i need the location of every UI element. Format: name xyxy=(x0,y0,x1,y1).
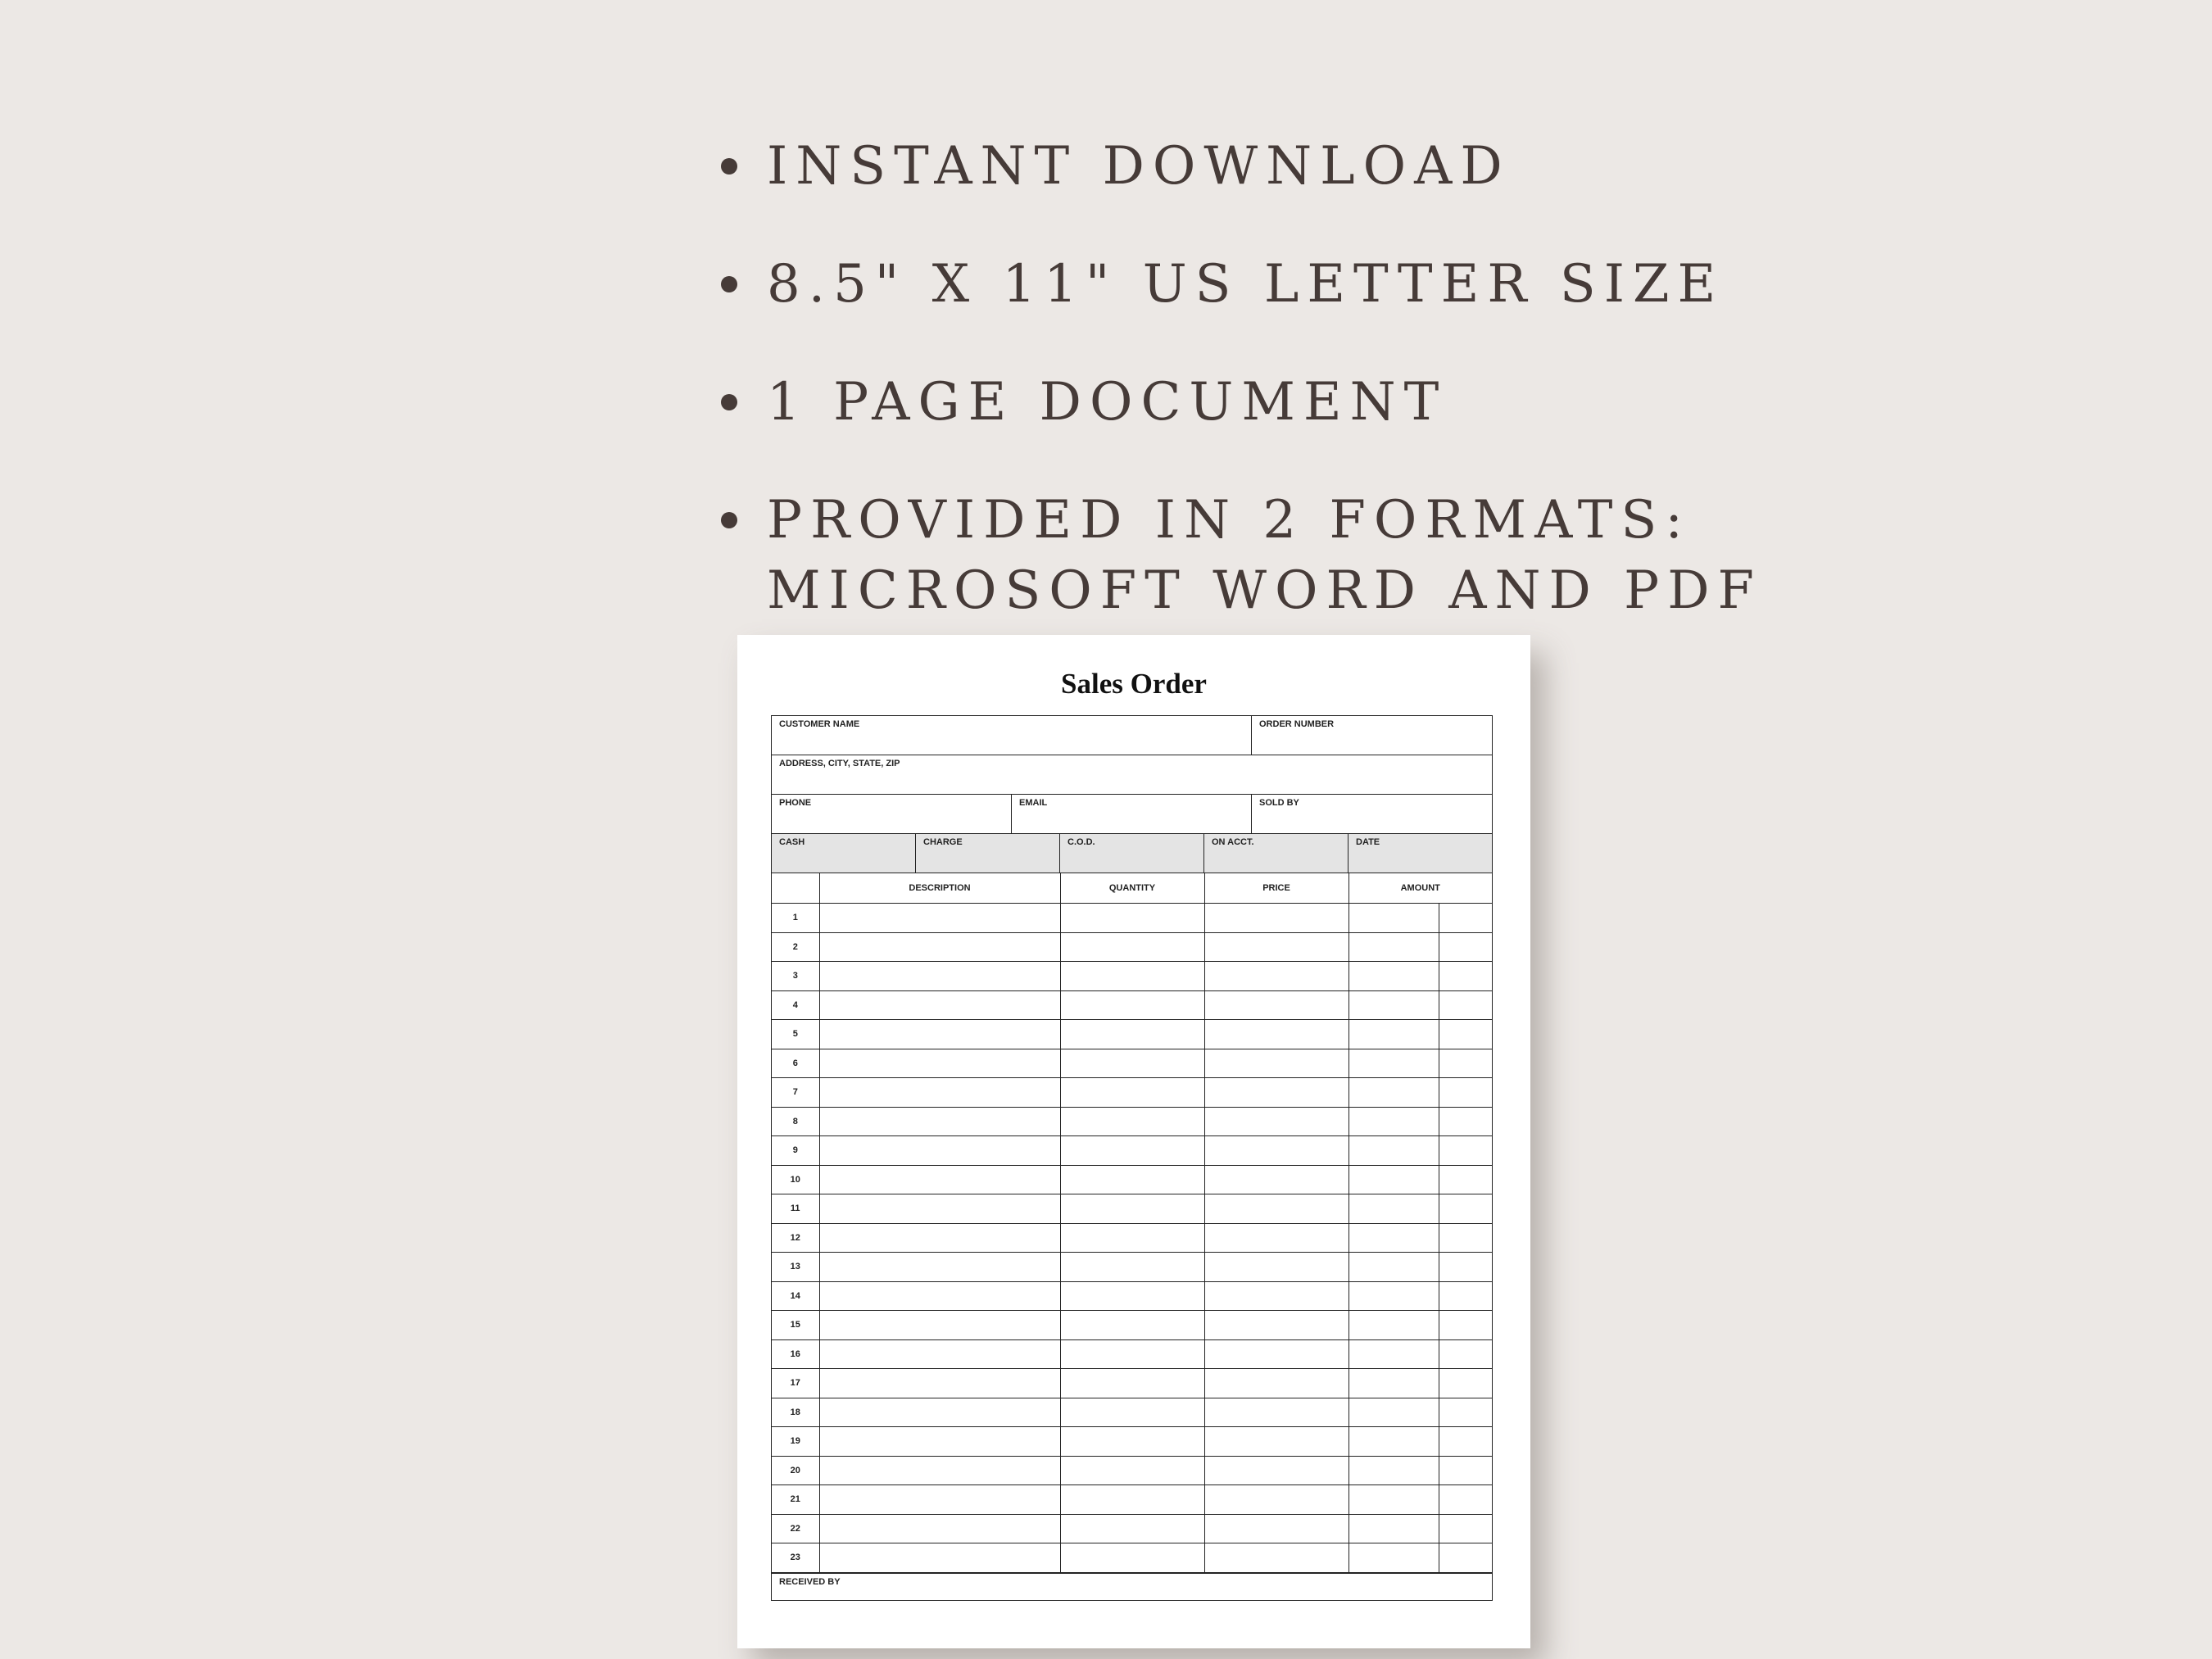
charge-field: CHARGE xyxy=(916,834,1060,873)
quantity-cell xyxy=(1060,1049,1204,1078)
description-cell xyxy=(819,1456,1060,1485)
amount-dollars-cell xyxy=(1349,1514,1439,1543)
form-row xyxy=(772,795,1492,834)
form-row xyxy=(772,716,1492,755)
table-row xyxy=(772,1020,1492,1049)
table-row xyxy=(772,1485,1492,1515)
table-row xyxy=(772,1107,1492,1136)
table-row xyxy=(772,904,1492,933)
price-cell xyxy=(1204,1194,1349,1224)
amount-dollars-cell xyxy=(1349,962,1439,991)
price-cell xyxy=(1204,1485,1349,1515)
table-row xyxy=(772,1281,1492,1311)
description-cell xyxy=(819,1194,1060,1224)
table-row xyxy=(772,1194,1492,1224)
price-cell xyxy=(1204,1253,1349,1282)
amount-dollars-cell xyxy=(1349,1398,1439,1427)
feature-text: INSTANT DOWNLOAD xyxy=(767,136,1511,197)
description-cell xyxy=(819,1485,1060,1515)
price-cell xyxy=(1204,1107,1349,1136)
quantity-cell xyxy=(1060,962,1204,991)
table-row xyxy=(772,1369,1492,1398)
customer-name-field: CUSTOMER NAME xyxy=(772,716,1252,755)
row-number: 7 xyxy=(772,1078,819,1108)
price-cell xyxy=(1204,1543,1349,1573)
amount-cents-cell xyxy=(1439,1281,1492,1311)
quantity-cell xyxy=(1060,1311,1204,1340)
bullet-icon xyxy=(721,158,737,175)
row-number: 1 xyxy=(772,904,819,933)
row-number: 3 xyxy=(772,962,819,991)
feature-list xyxy=(721,131,2114,673)
document-title: Sales Order xyxy=(1061,668,1207,700)
table-row xyxy=(772,990,1492,1020)
amount-cents-cell xyxy=(1439,1136,1492,1166)
row-number: 16 xyxy=(772,1339,819,1369)
feature-item xyxy=(721,249,2114,320)
email-field: EMAIL xyxy=(1012,795,1252,833)
items-header-row xyxy=(772,873,1492,904)
row-number: 13 xyxy=(772,1253,819,1282)
row-number: 5 xyxy=(772,1020,819,1049)
amount-dollars-cell xyxy=(1349,1281,1439,1311)
description-cell xyxy=(819,1136,1060,1166)
quantity-cell xyxy=(1060,1253,1204,1282)
price-cell xyxy=(1204,1165,1349,1194)
quantity-cell xyxy=(1060,1427,1204,1457)
price-cell xyxy=(1204,1456,1349,1485)
phone-field: PHONE xyxy=(772,795,1012,833)
amount-dollars-cell xyxy=(1349,932,1439,962)
amount-cents-cell xyxy=(1439,990,1492,1020)
document-preview xyxy=(737,635,1530,1648)
sold-by-field: SOLD BY xyxy=(1259,798,1299,808)
amount-dollars-cell xyxy=(1349,904,1439,933)
price-cell xyxy=(1204,990,1349,1020)
quantity-cell xyxy=(1060,904,1204,933)
description-cell xyxy=(819,1543,1060,1573)
quantity-cell xyxy=(1060,1369,1204,1398)
description-cell xyxy=(819,1253,1060,1282)
cod-field: C.O.D. xyxy=(1060,834,1204,873)
row-number: 23 xyxy=(772,1543,819,1573)
amount-dollars-cell xyxy=(1349,1020,1439,1049)
quantity-cell xyxy=(1060,1456,1204,1485)
quantity-cell xyxy=(1060,990,1204,1020)
amount-cents-cell xyxy=(1439,962,1492,991)
price-cell xyxy=(1204,1369,1349,1398)
amount-cents-cell xyxy=(1439,1078,1492,1108)
date-field: DATE xyxy=(1356,837,1380,847)
table-row xyxy=(772,1049,1492,1078)
price-cell xyxy=(1204,1136,1349,1166)
table-row xyxy=(772,1427,1492,1457)
price-cell xyxy=(1204,1281,1349,1311)
row-number-header xyxy=(772,873,819,904)
amount-cents-cell xyxy=(1439,1369,1492,1398)
quantity-cell xyxy=(1060,1485,1204,1515)
table-row xyxy=(772,1223,1492,1253)
quantity-cell xyxy=(1060,1543,1204,1573)
price-cell xyxy=(1204,1427,1349,1457)
amount-dollars-cell xyxy=(1349,1223,1439,1253)
items-body xyxy=(772,904,1492,1573)
quantity-cell xyxy=(1060,1020,1204,1049)
description-cell xyxy=(819,1369,1060,1398)
amount-cents-cell xyxy=(1439,1165,1492,1194)
payment-row xyxy=(772,834,1492,873)
row-number: 15 xyxy=(772,1311,819,1340)
amount-cents-cell xyxy=(1439,1514,1492,1543)
amount-dollars-cell xyxy=(1349,1311,1439,1340)
quantity-cell xyxy=(1060,1194,1204,1224)
table-row xyxy=(772,1136,1492,1166)
row-number: 22 xyxy=(772,1514,819,1543)
price-cell xyxy=(1204,1223,1349,1253)
cash-field: CASH xyxy=(772,834,916,873)
amount-dollars-cell xyxy=(1349,990,1439,1020)
price-cell xyxy=(1204,1339,1349,1369)
price-cell xyxy=(1204,1020,1349,1049)
price-cell xyxy=(1204,962,1349,991)
description-cell xyxy=(819,1078,1060,1108)
description-cell xyxy=(819,1049,1060,1078)
table-row xyxy=(772,1253,1492,1282)
amount-cents-cell xyxy=(1439,1049,1492,1078)
table-row xyxy=(772,1456,1492,1485)
row-number: 8 xyxy=(772,1107,819,1136)
row-number: 21 xyxy=(772,1485,819,1515)
quantity-cell xyxy=(1060,1165,1204,1194)
amount-cents-cell xyxy=(1439,1427,1492,1457)
amount-cents-cell xyxy=(1439,1339,1492,1369)
price-header: PRICE xyxy=(1204,873,1349,904)
amount-cents-cell xyxy=(1439,1543,1492,1573)
table-row xyxy=(772,1543,1492,1573)
row-number: 20 xyxy=(772,1456,819,1485)
quantity-cell xyxy=(1060,1339,1204,1369)
description-cell xyxy=(819,1339,1060,1369)
table-row xyxy=(772,932,1492,962)
price-cell xyxy=(1204,1049,1349,1078)
description-cell xyxy=(819,1398,1060,1427)
amount-dollars-cell xyxy=(1349,1427,1439,1457)
amount-cents-cell xyxy=(1439,1311,1492,1340)
description-cell xyxy=(819,1311,1060,1340)
quantity-header: QUANTITY xyxy=(1060,873,1204,904)
price-cell xyxy=(1204,1078,1349,1108)
description-cell xyxy=(819,1165,1060,1194)
feature-text: 8.5" X 11" US LETTER SIZE xyxy=(767,254,1725,315)
address-field: ADDRESS, CITY, STATE, ZIP xyxy=(779,759,900,768)
amount-dollars-cell xyxy=(1349,1194,1439,1224)
table-row xyxy=(772,1311,1492,1340)
amount-dollars-cell xyxy=(1349,1136,1439,1166)
description-cell xyxy=(819,1107,1060,1136)
quantity-cell xyxy=(1060,932,1204,962)
row-number: 12 xyxy=(772,1223,819,1253)
row-number: 17 xyxy=(772,1369,819,1398)
amount-dollars-cell xyxy=(1349,1165,1439,1194)
table-row xyxy=(772,1078,1492,1108)
sales-order-form xyxy=(771,715,1493,1601)
price-cell xyxy=(1204,932,1349,962)
row-number: 14 xyxy=(772,1281,819,1311)
amount-dollars-cell xyxy=(1349,1369,1439,1398)
amount-cents-cell xyxy=(1439,932,1492,962)
feature-item xyxy=(721,485,2114,626)
amount-cents-cell xyxy=(1439,1485,1492,1515)
description-cell xyxy=(819,1223,1060,1253)
row-number: 2 xyxy=(772,932,819,962)
quantity-cell xyxy=(1060,1078,1204,1108)
bullet-icon xyxy=(721,394,737,410)
quantity-cell xyxy=(1060,1398,1204,1427)
row-number: 19 xyxy=(772,1427,819,1457)
amount-cents-cell xyxy=(1439,904,1492,933)
amount-cents-cell xyxy=(1439,1194,1492,1224)
table-row xyxy=(772,962,1492,991)
description-cell xyxy=(819,1281,1060,1311)
quantity-cell xyxy=(1060,1514,1204,1543)
amount-cents-cell xyxy=(1439,1020,1492,1049)
description-cell xyxy=(819,932,1060,962)
feature-text: PROVIDED IN 2 FORMATS: MICROSOFT WORD AND PDF xyxy=(767,490,1762,621)
amount-dollars-cell xyxy=(1349,1485,1439,1515)
amount-dollars-cell xyxy=(1349,1543,1439,1573)
description-cell xyxy=(819,990,1060,1020)
price-cell xyxy=(1204,1514,1349,1543)
amount-dollars-cell xyxy=(1349,1078,1439,1108)
description-cell xyxy=(819,1427,1060,1457)
quantity-cell xyxy=(1060,1281,1204,1311)
feature-item xyxy=(721,131,2114,202)
feature-text: 1 PAGE DOCUMENT xyxy=(767,372,1448,433)
table-row xyxy=(772,1339,1492,1369)
quantity-cell xyxy=(1060,1107,1204,1136)
row-number: 9 xyxy=(772,1136,819,1166)
amount-cents-cell xyxy=(1439,1253,1492,1282)
amount-header: AMOUNT xyxy=(1349,873,1492,904)
form-row xyxy=(772,755,1492,795)
quantity-cell xyxy=(1060,1223,1204,1253)
quantity-cell xyxy=(1060,1136,1204,1166)
description-cell xyxy=(819,1020,1060,1049)
description-cell xyxy=(819,904,1060,933)
amount-cents-cell xyxy=(1439,1456,1492,1485)
amount-dollars-cell xyxy=(1349,1456,1439,1485)
price-cell xyxy=(1204,904,1349,933)
received-by-field: RECEIVED BY xyxy=(772,1573,1492,1600)
amount-dollars-cell xyxy=(1349,1253,1439,1282)
amount-dollars-cell xyxy=(1349,1107,1439,1136)
items-table xyxy=(772,873,1492,1573)
row-number: 6 xyxy=(772,1049,819,1078)
row-number: 10 xyxy=(772,1165,819,1194)
price-cell xyxy=(1204,1311,1349,1340)
table-row xyxy=(772,1398,1492,1427)
bullet-icon xyxy=(721,512,737,528)
bullet-icon xyxy=(721,276,737,292)
amount-cents-cell xyxy=(1439,1107,1492,1136)
amount-dollars-cell xyxy=(1349,1049,1439,1078)
row-number: 11 xyxy=(772,1194,819,1224)
description-cell xyxy=(819,1514,1060,1543)
description-header: DESCRIPTION xyxy=(819,873,1060,904)
table-row xyxy=(772,1165,1492,1194)
row-number: 4 xyxy=(772,990,819,1020)
amount-cents-cell xyxy=(1439,1223,1492,1253)
amount-dollars-cell xyxy=(1349,1339,1439,1369)
table-row xyxy=(772,1514,1492,1543)
feature-item xyxy=(721,367,2114,437)
row-number: 18 xyxy=(772,1398,819,1427)
on-acct-field: ON ACCT. xyxy=(1204,834,1349,873)
order-number-field: ORDER NUMBER xyxy=(1259,719,1335,729)
description-cell xyxy=(819,962,1060,991)
price-cell xyxy=(1204,1398,1349,1427)
amount-cents-cell xyxy=(1439,1398,1492,1427)
